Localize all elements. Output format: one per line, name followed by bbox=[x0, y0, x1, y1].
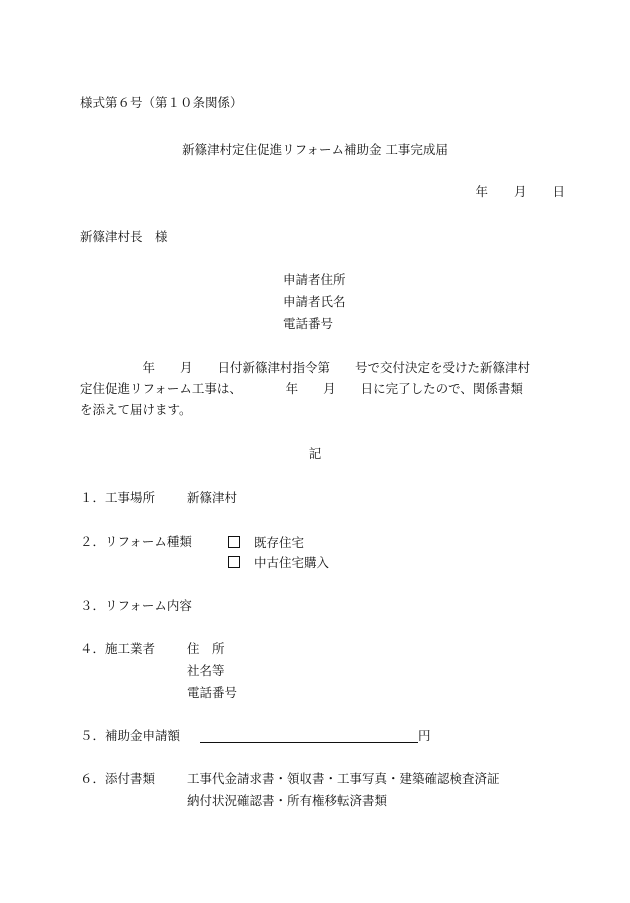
option-used-house-purchase bbox=[228, 556, 329, 570]
body-line-3: を添えて届けます。 bbox=[80, 402, 192, 417]
date-year: 年 bbox=[475, 184, 488, 199]
body-line-1: 年 月 日付新篠津村指令第 号で交付決定を受けた新篠津村 bbox=[80, 360, 531, 375]
form-number: 様式第６号（第１０条関係） bbox=[80, 95, 243, 110]
attachments-line-2: 納付状況確認書・所有権移転済書類 bbox=[187, 793, 388, 808]
body-line-2: 定住促進リフォーム工事は、 年 月 日に完了したので、関係書類 bbox=[80, 381, 523, 396]
applicant-name-label: 申請者氏名 bbox=[283, 294, 346, 309]
date-month: 月 bbox=[513, 184, 527, 199]
checkbox-used-house-purchase[interactable] bbox=[228, 556, 240, 568]
addressee: 新篠津村長 様 bbox=[80, 229, 168, 244]
attachments-line-1: 工事代金請求書・領収書・工事写真・建築確認検査済証 bbox=[187, 771, 500, 786]
item-6-label: ６．添付書類 bbox=[80, 771, 156, 786]
contractor-phone-label: 電話番号 bbox=[187, 685, 238, 700]
ki-heading: 記 bbox=[308, 446, 322, 461]
date-line bbox=[475, 186, 565, 199]
applicant-phone-label: 電話番号 bbox=[283, 316, 334, 331]
item-5-label: ５．補助金申請額 bbox=[80, 728, 181, 743]
item-1-value: 新篠津村 bbox=[187, 490, 238, 505]
document-title: 新篠津村定住促進リフォーム補助金 工事完成届 bbox=[182, 142, 448, 157]
date-day: 日 bbox=[552, 184, 565, 199]
checkbox-existing-house[interactable] bbox=[228, 536, 240, 548]
option-used-house-purchase-label: 中古住宅購入 bbox=[254, 555, 330, 570]
item-4-label: ４．施工業者 bbox=[80, 641, 156, 656]
item-2-label: ２．リフォーム種類 bbox=[80, 534, 192, 549]
option-existing-house bbox=[228, 536, 304, 550]
item-3-label: ３．リフォーム内容 bbox=[80, 598, 192, 613]
contractor-company-label: 社名等 bbox=[187, 663, 225, 678]
item-1-label: １．工事場所 bbox=[80, 490, 156, 505]
contractor-address-label: 住 所 bbox=[187, 641, 225, 656]
option-existing-house-label: 既存住宅 bbox=[254, 535, 305, 550]
applicant-address-label: 申請者住所 bbox=[283, 272, 346, 287]
amount-underline bbox=[200, 742, 418, 743]
amount-unit: 円 bbox=[418, 728, 431, 743]
